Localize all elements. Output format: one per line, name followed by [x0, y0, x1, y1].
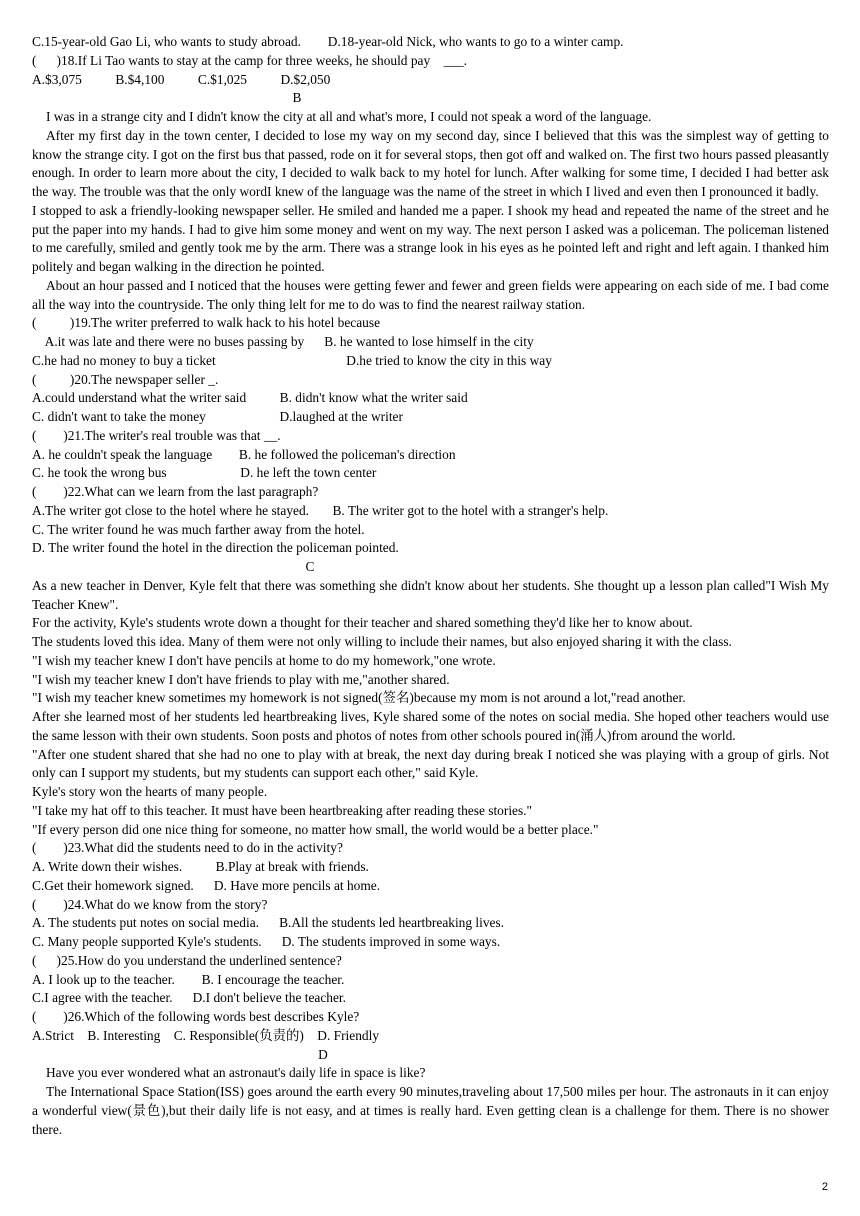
passage-c-paragraph: Kyle's story won the hearts of many people. — [32, 784, 268, 799]
section-d-heading: D — [318, 1046, 328, 1062]
question-19: ( )19.The writer preferred to walk hack to his hotel because — [32, 315, 381, 331]
section-c-heading: C — [305, 559, 315, 574]
question-20: ( )20.The newspaper seller _. — [32, 371, 219, 387]
passage-b-paragraph: After my first day in the town center, I decided to lose my way on my second day, since I believed that this was the simplest way of getting to know the strange city. I got on the first bus that passed, rode on it for several stops, then got off and walked on. The first two hours passed pleasantly enough. In order to learn more about the city, I decided to walk back to my hotel for lunch. After walking for some time, I decided I had better ask the way. The trouble was that the only wordI knew of the language was the name of the street in which I lived and even then I pronounced it badly. — [32, 127, 829, 199]
question-18: ( )18.If Li Tao wants to stay at the camp for three weeks, he should pay ___. — [32, 52, 468, 68]
question-20-options-ab: A.could understand what the writer said B. didn't know what the writer said — [32, 390, 468, 406]
passage-c-paragraph: "I wish my teacher knew I don't have pencils at home to do my homework,"one wrote. — [32, 652, 496, 668]
question-25-options-ab: A. I look up to the teacher. B. I encourage the teacher. — [32, 971, 345, 987]
passage-c-paragraph: The students loved this idea. Many of them were not only willing to include their names, but also enjoyed sharing it with the class. — [32, 634, 732, 649]
question-22-options-ab: A.The writer got close to the hotel where he stayed. B. The writer got to the hotel with a stranger's help. — [32, 502, 609, 518]
question-22-option-d: D. The writer found the hotel in the direction the policeman pointed. — [32, 540, 399, 556]
document-page — [32, 33, 829, 1139]
passage-c-paragraph: "I wish my teacher knew sometimes my homework is not signed(签名)because my mom is not around a lot,"read another. — [32, 690, 686, 706]
question-21-options-ab: A. he couldn't speak the language B. he followed the policeman's direction — [32, 446, 456, 462]
question-24: ( )24.What do we know from the story? — [32, 896, 268, 912]
question-21-options-cd: C. he took the wrong bus D. he left the town center — [32, 465, 377, 481]
question-26-options: A.Strict B. Interesting C. Responsible(负责的) D. Friendly — [32, 1027, 380, 1043]
question-25: ( )25.How do you understand the underlined sentence? — [32, 952, 342, 968]
question-18-options: A.$3,075 B.$4,100 C.$1,025 D.$2,050 — [32, 71, 331, 87]
question-23-options-ab: A. Write down their wishes. B.Play at break with friends. — [32, 859, 369, 874]
section-b-heading: B — [292, 90, 302, 106]
question-26: ( )26.Which of the following words best describes Kyle? — [32, 1009, 360, 1024]
question-23: ( )23.What did the students need to do in the activity? — [32, 840, 343, 856]
question-19-options-cd: C.he had no money to buy a ticket D.he tried to know the city in this way — [32, 352, 552, 368]
passage-c-paragraph: As a new teacher in Denver, Kyle felt that there was something she didn't know about her students. She thought up a lesson plan called"I Wish My Teacher Knew". — [32, 577, 829, 612]
question-20-options-cd: C. didn't want to take the money D.laughed at the writer — [32, 409, 403, 424]
passage-c-paragraph: For the activity, Kyle's students wrote down a thought for their teacher and shared something they'd like her to know about. — [32, 615, 693, 631]
passage-d-paragraph: The International Space Station(ISS) goes around the earth every 90 minutes,traveling about 17,500 miles per hour. The astronauts in it can enjoy a wonderful view(景色),but their daily life is not easy, and at times is really hard. Even getting clean is a challenge for them. There is no shower there. — [32, 1084, 829, 1137]
question-19-options-ab: A.it was late and there were no buses passing by B. he wanted to lose himself in the city — [32, 334, 534, 349]
passage-d-paragraph: Have you ever wondered what an astronaut's daily life in space is like? — [46, 1065, 426, 1081]
question-17-options-cd: C.15-year-old Gao Li, who wants to study abroad. D.18-year-old Nick, who wants to go to a winter camp. — [32, 34, 624, 49]
page-number: 2 — [821, 1181, 828, 1193]
question-22: ( )22.What can we learn from the last paragraph? — [32, 484, 319, 499]
question-24-options-cd: C. Many people supported Kyle's students. D. The students improved in some ways. — [32, 934, 501, 949]
passage-b-paragraph: I was in a strange city and I didn't know the city at all and what's more, I could not speak a word of the language. — [46, 109, 652, 124]
underlined-sentence: "I take my hat off to this teacher. It must have been heartbreaking after reading these stories." — [32, 802, 533, 818]
question-23-options-cd: C.Get their homework signed. D. Have more pencils at home. — [32, 877, 381, 893]
passage-c-paragraph: After she learned most of her students led heartbreaking lives, Kyle shared some of the notes on social media. She hoped other teachers would use the same lesson with their own students. Soon posts and photos of notes from other schools poured in(涌人)from around the world. — [32, 709, 829, 743]
question-21: ( )21.The writer's real trouble was that __. — [32, 427, 281, 443]
passage-c-paragraph: "After one student shared that she had no one to play with at break, the next day during break I noticed she was playing with a group of girls. Not only can I support my students, but my students can support each other," said Kyle. — [32, 746, 829, 781]
question-22-option-c: C. The writer found he was much farther away from the hotel. — [32, 521, 365, 537]
passage-c-paragraph: "If every person did one nice thing for someone, no matter how small, the world would be a better place." — [32, 821, 599, 837]
passage-b-paragraph: I stopped to ask a friendly-looking newspaper seller. He smiled and handed me a paper. I shook my head and repeated the name of the street and he put the paper into my hands. I had to give him some money and went on my way. The next person I asked was a policeman. The policeman listened to me carefully, smiled and gently took me by the arm. There was a strange look in his eyes as he pointed left and right and left again. I thanked him politely and began walking in the direction he pointed. — [32, 202, 829, 274]
passage-b-paragraph: About an hour passed and I noticed that the houses were getting fewer and fewer and green fields were appearing on each side of me. I bad come all the way into the countryside. The only thing lelt for me to do was to find the nearest railway station. — [32, 277, 829, 312]
question-24-options-ab: A. The students put notes on social media. B.All the students led heartbreaking lives. — [32, 915, 505, 931]
question-25-options-cd: C.I agree with the teacher. D.I don't believe the teacher. — [32, 990, 346, 1006]
passage-c-paragraph: "I wish my teacher knew I don't have friends to play with me,"another shared. — [32, 671, 450, 687]
